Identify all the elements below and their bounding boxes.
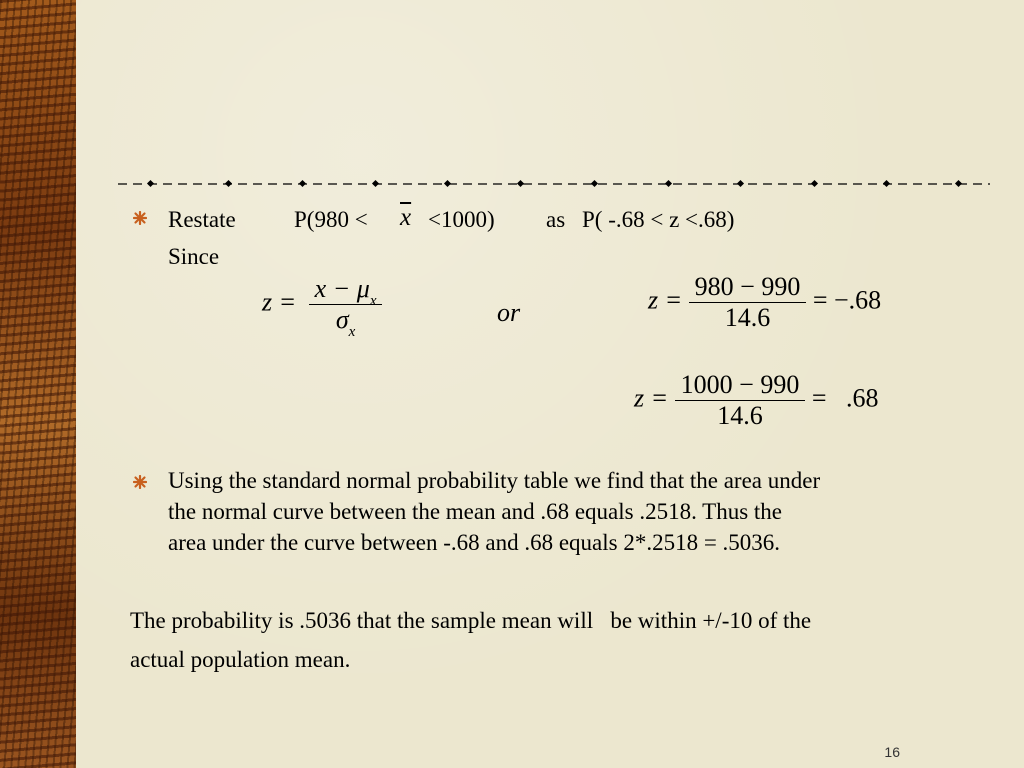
restate-label: Restate	[168, 207, 236, 232]
paragraph-line: Using the standard normal probability table we find that the area under	[168, 468, 821, 493]
calc1-numerator: 980 − 990	[689, 272, 807, 303]
decorative-wood-strip	[0, 0, 76, 768]
z-formula-fraction	[309, 274, 383, 340]
probability-open: P(980 <	[294, 207, 368, 232]
calc1-denominator: 14.6	[724, 303, 771, 332]
since-label: Since	[168, 244, 220, 269]
dashed-divider	[118, 177, 990, 191]
calc1-result: = −.68	[812, 285, 882, 315]
calc2-fraction	[675, 370, 806, 431]
z-formula-denominator: $\sigma_x$	[335, 305, 356, 340]
calc1-lhs: z =	[648, 285, 683, 315]
conclusion-line: The probability is .5036 that the sample mean will be within +/-10 of the	[130, 608, 812, 633]
calc2-numerator: 1000 − 990	[675, 370, 806, 401]
probability-z: P( -.68 < z <.68)	[582, 207, 735, 232]
probability-close: <1000)	[428, 207, 495, 232]
calc2-denominator: 14.6	[717, 401, 763, 430]
calc2-result: = .68	[811, 383, 879, 413]
conclusion-paragraph	[130, 601, 990, 679]
star-bullet-icon	[133, 211, 147, 225]
calc-negative	[648, 272, 881, 333]
z-lhs: z =	[262, 287, 297, 317]
paragraph-line: area under the curve between -.68 and .68 equals 2*.2518 = .5036.	[168, 530, 781, 555]
slide-number: 16	[884, 744, 900, 760]
calc-positive	[634, 370, 879, 431]
z-formula-numerator: $x - \mu_x$	[309, 274, 383, 305]
calc2-lhs: z =	[634, 383, 669, 413]
calc1-fraction	[689, 272, 807, 333]
table-lookup-paragraph	[168, 465, 988, 558]
as-word: as	[546, 207, 566, 232]
z-formula	[262, 274, 382, 340]
or-word: or	[497, 298, 521, 327]
conclusion-line: actual population mean.	[130, 647, 351, 672]
sample-mean-symbol: $\overline{x}$	[400, 204, 412, 231]
star-bullet-icon	[133, 475, 147, 489]
paragraph-line: the normal curve between the mean and .68 equals .2518. Thus the	[168, 499, 783, 524]
